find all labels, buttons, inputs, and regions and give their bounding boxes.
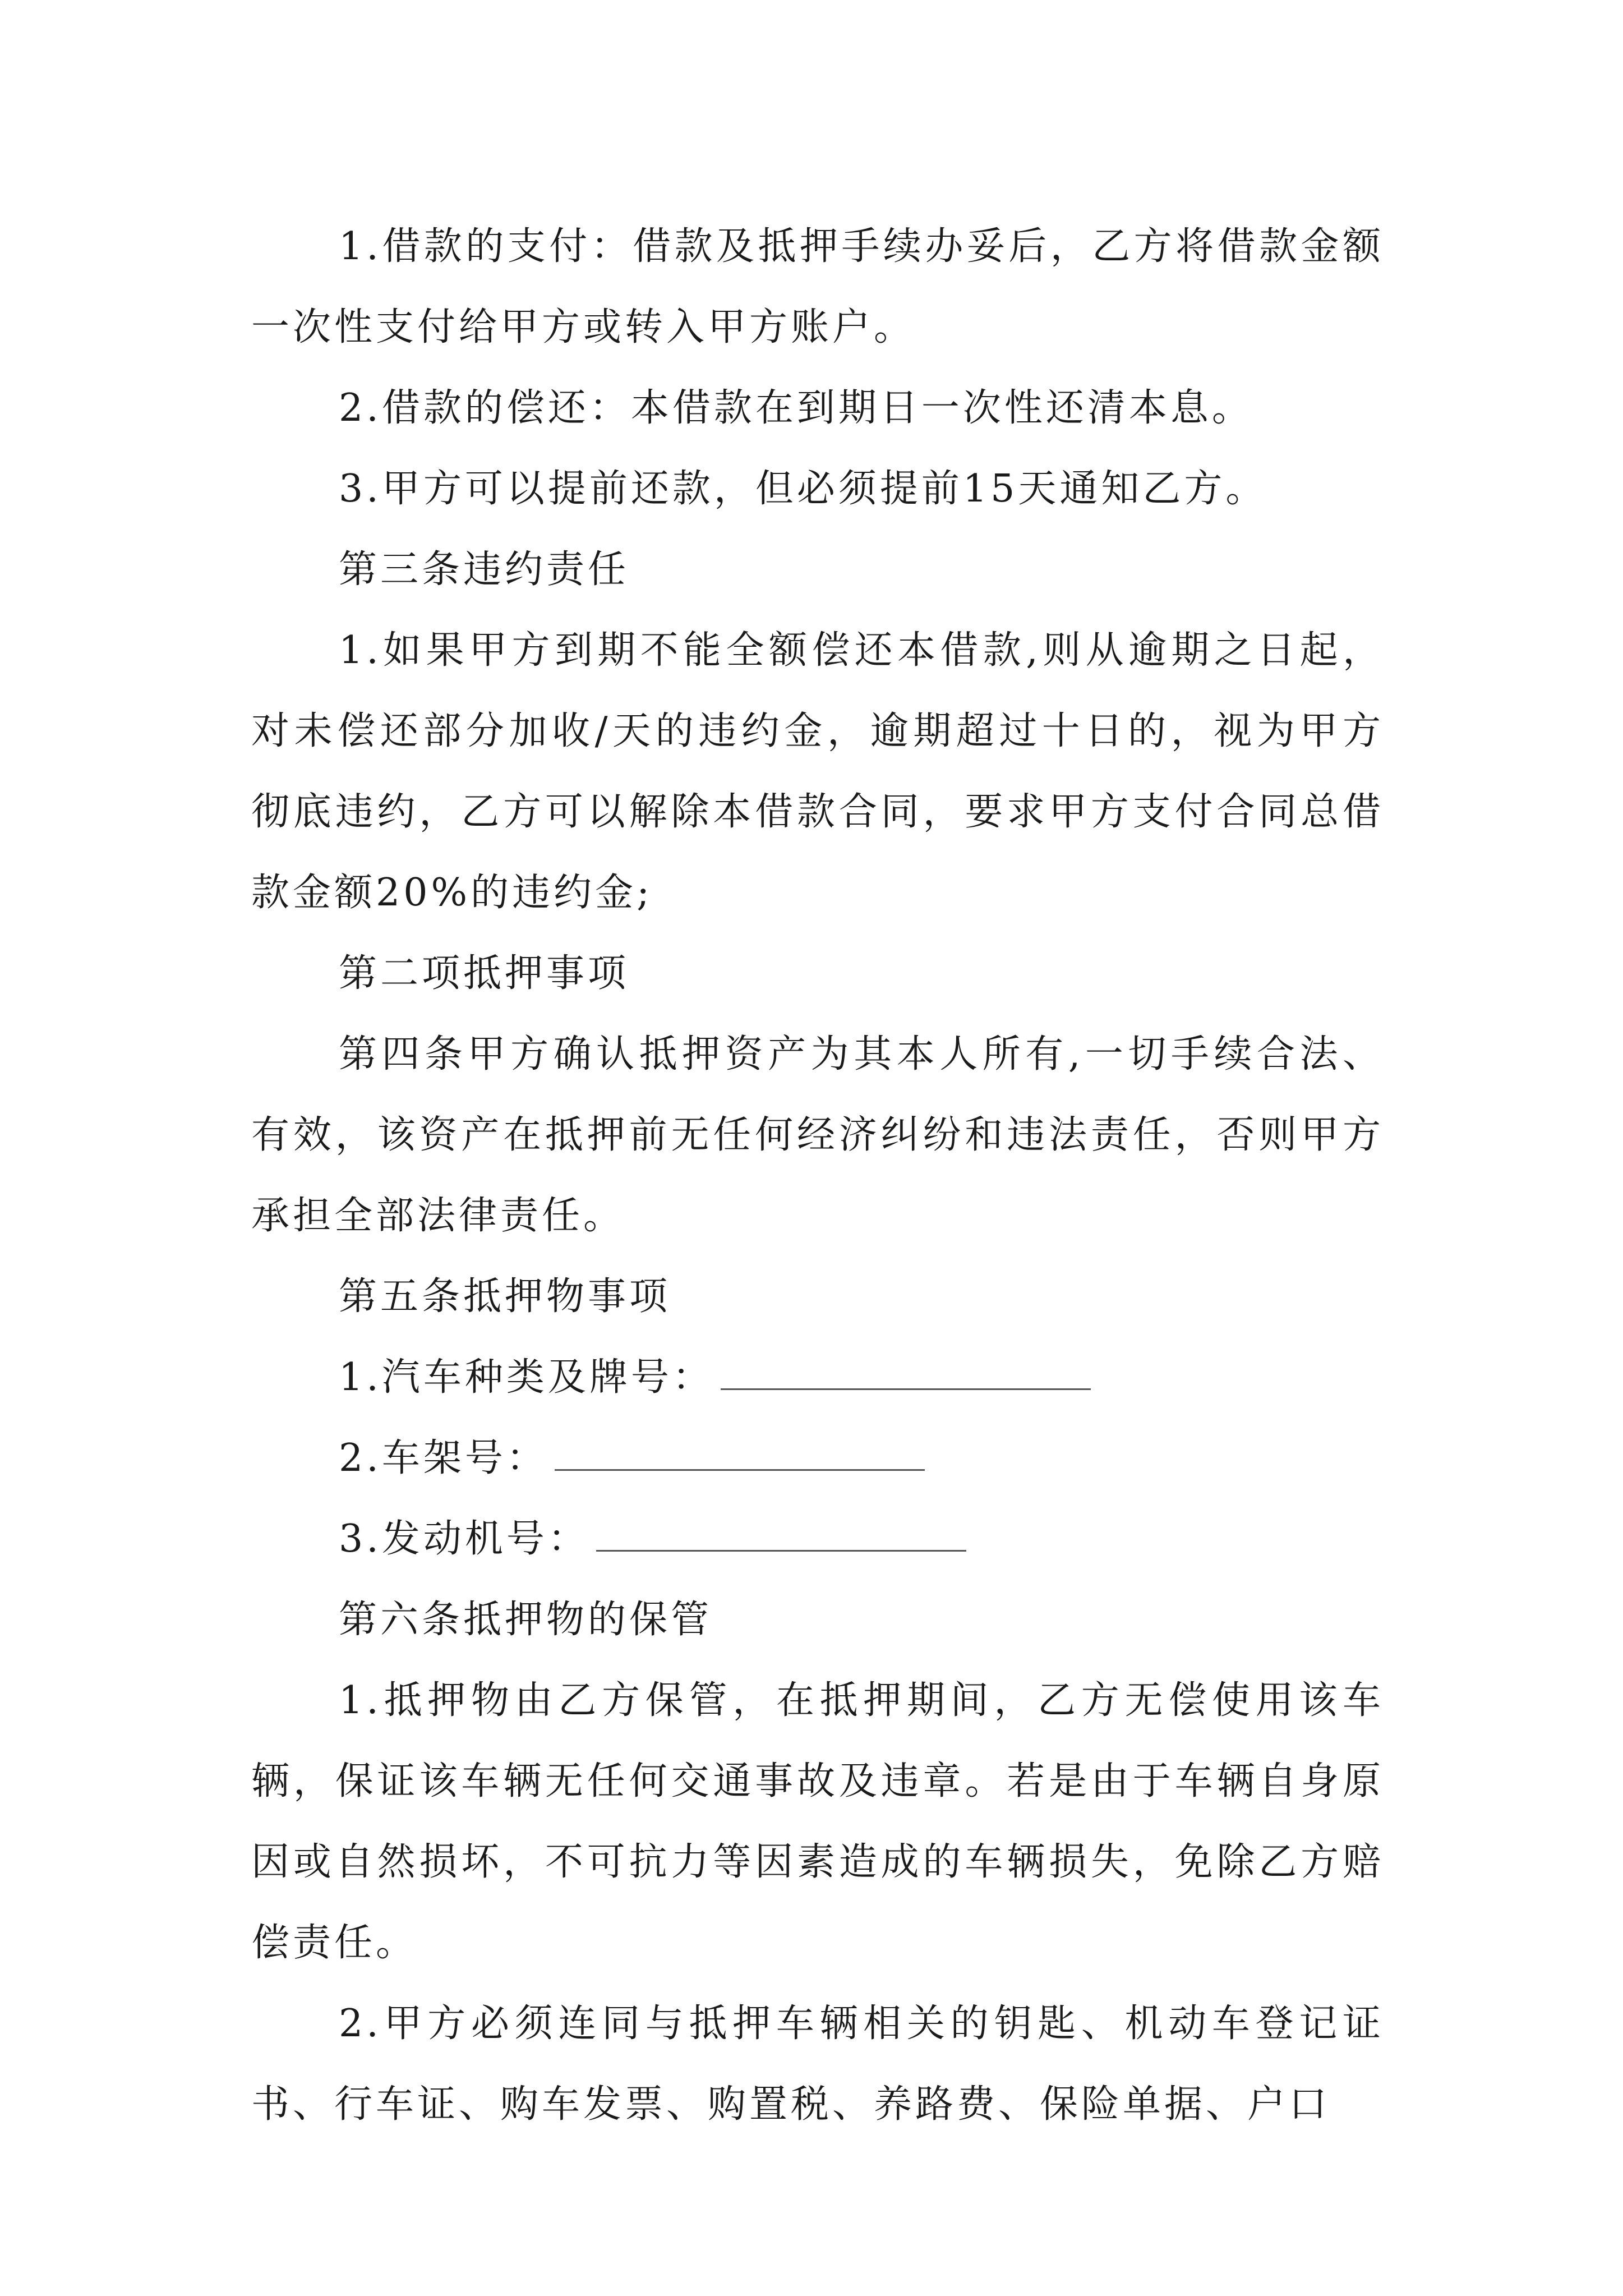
section-heading: 第三条违约责任 (339, 547, 630, 592)
field-engine-number (251, 1499, 1384, 1580)
paragraph-text: 3.甲方可以提前还款，但必须提前15天通知乙方。 (339, 467, 1267, 511)
clause-loan-payment (251, 206, 1384, 368)
clause-loan-repayment (251, 368, 1384, 449)
clause-article-4 (251, 1014, 1384, 1257)
fill-in-blank (555, 1469, 925, 1471)
heading-article-6 (251, 1580, 1384, 1660)
paragraph-text: 2.借款的偿还：本借款在到期日一次性还清本息。 (339, 386, 1253, 430)
section-heading: 第六条抵押物的保管 (339, 1598, 713, 1642)
section-heading: 第五条抵押物事项 (339, 1274, 671, 1319)
paragraph-text: 第四条甲方确认抵押资产为其本人所有,一切手续合法、有效，该资产在抵押前无任何经济纠纷和违法责任，否则甲方承担全部法律责任。 (251, 1032, 1384, 1238)
paragraph-text: 1.抵押物由乙方保管，在抵押期间，乙方无偿使用该车辆，保证该车辆无任何交通事故及违章。若是由于车辆自身原因或自然损坏，不可抗力等因素造成的车辆损失，免除乙方赔偿责任。 (251, 1678, 1384, 1965)
heading-article-3 (251, 530, 1384, 610)
clause-early-repayment (251, 449, 1384, 530)
field-label: 2.车架号： (339, 1436, 548, 1480)
fill-in-blank (721, 1388, 1091, 1390)
field-vehicle-type-plate (251, 1337, 1384, 1418)
section-heading: 第二项抵押事项 (339, 951, 630, 996)
fill-in-blank (596, 1549, 966, 1552)
paragraph-text: 1.如果甲方到期不能全额偿还本借款,则从逾期之日起，对未偿还部分加收/天的违约金，逾期超过十日的，视为甲方彻底违约，乙方可以解除本借款合同，要求甲方支付合同总借款金额20%的违约金; (251, 628, 1384, 915)
field-label: 1.汽车种类及牌号： (339, 1355, 714, 1400)
clause-custody (251, 1660, 1384, 1984)
field-label: 3.发动机号： (339, 1517, 589, 1561)
paragraph-text: 2.甲方必须连同与抵押车辆相关的钥匙、机动车登记证书、行车证、购车发票、购置税、养路费、保险单据、户口 (251, 2001, 1384, 2127)
heading-part-2 (251, 933, 1384, 1014)
heading-article-5 (251, 1257, 1384, 1337)
document-body (251, 206, 1384, 2145)
paragraph-text: 1.借款的支付：借款及抵押手续办妥后，乙方将借款金额一次性支付给甲方或转入甲方账户。 (251, 224, 1384, 349)
clause-default-penalty (251, 610, 1384, 933)
field-chassis-number (251, 1418, 1384, 1499)
clause-documents (251, 1984, 1384, 2145)
